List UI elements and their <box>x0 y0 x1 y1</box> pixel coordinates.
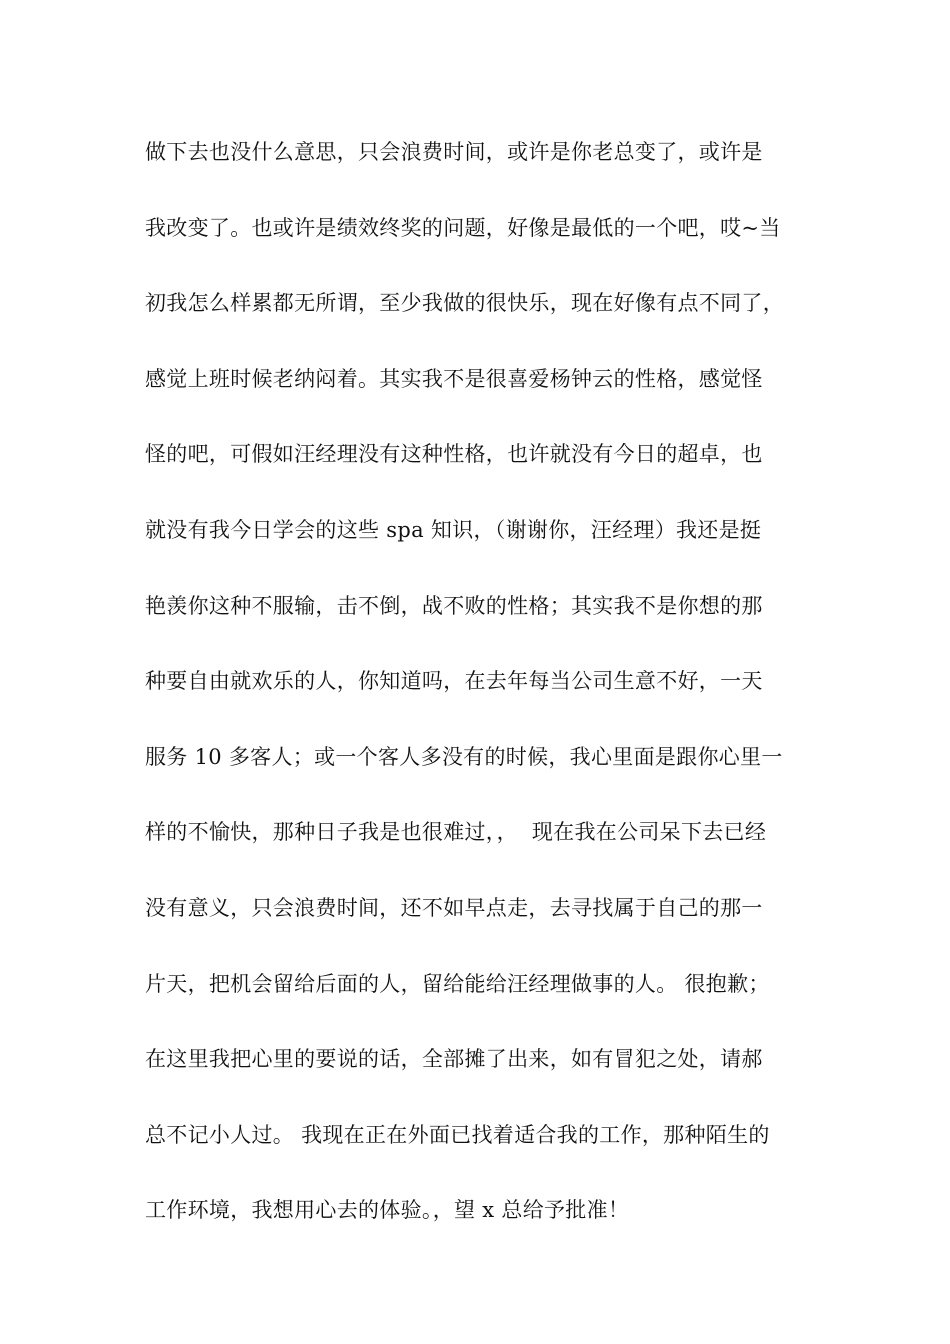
text-line-8: 种要自由就欢乐的人，你知道吗，在去年每当公司生意不好，一天 <box>145 669 763 694</box>
text-line-7: 艳羡你这种不服输，击不倒，战不败的性格；其实我不是你想的那 <box>145 593 763 618</box>
text-line-6: 就没有我今日学会的这些 spa 知识，（谢谢你，汪经理）我还是挺 <box>145 517 762 542</box>
text-line-5: 怪的吧，可假如汪经理没有这种性格，也许就没有今日的超卓，也 <box>145 442 763 467</box>
text-line-2: 我改变了。也或许是绩效终奖的问题，好像是最低的一个吧，哎~当 <box>145 215 781 240</box>
text-line-13: 在这里我把心里的要说的话，全部摊了出来，如有冒犯之处，请郝 <box>145 1047 763 1072</box>
letter-body <box>145 131 825 1265</box>
text-line-4: 感觉上班时候老纳闷着。其实我不是很喜爱杨钟云的性格，感觉怪 <box>145 366 763 391</box>
text-line-12: 片天，把机会留给后面的人，留给能给汪经理做事的人。 很抱歉； <box>145 971 770 996</box>
text-line-10: 样的不愉快，那种日子我是也很难过，， 现在我在公司呆下去已经 <box>145 820 767 845</box>
text-line-15: 工作环境，我想用心去的体验。，望 x 总给予批准！ <box>145 1198 630 1223</box>
text-line-3: 初我怎么样累都无所谓，至少我做的很快乐，现在好像有点不同了， <box>145 291 784 316</box>
text-line-14: 总不记小人过。 我现在正在外面已找着适合我的工作，那种陌生的 <box>145 1122 770 1147</box>
text-line-11: 没有意义，只会浪费时间，还不如早点走，去寻找属于自己的那一 <box>145 895 763 920</box>
text-line-1: 做下去也没什么意思，只会浪费时间，或许是你老总变了，或许是 <box>145 140 763 164</box>
text-line-9: 服务 10 多客人；或一个客人多没有的时候，我心里面是跟你心里一 <box>145 744 783 769</box>
